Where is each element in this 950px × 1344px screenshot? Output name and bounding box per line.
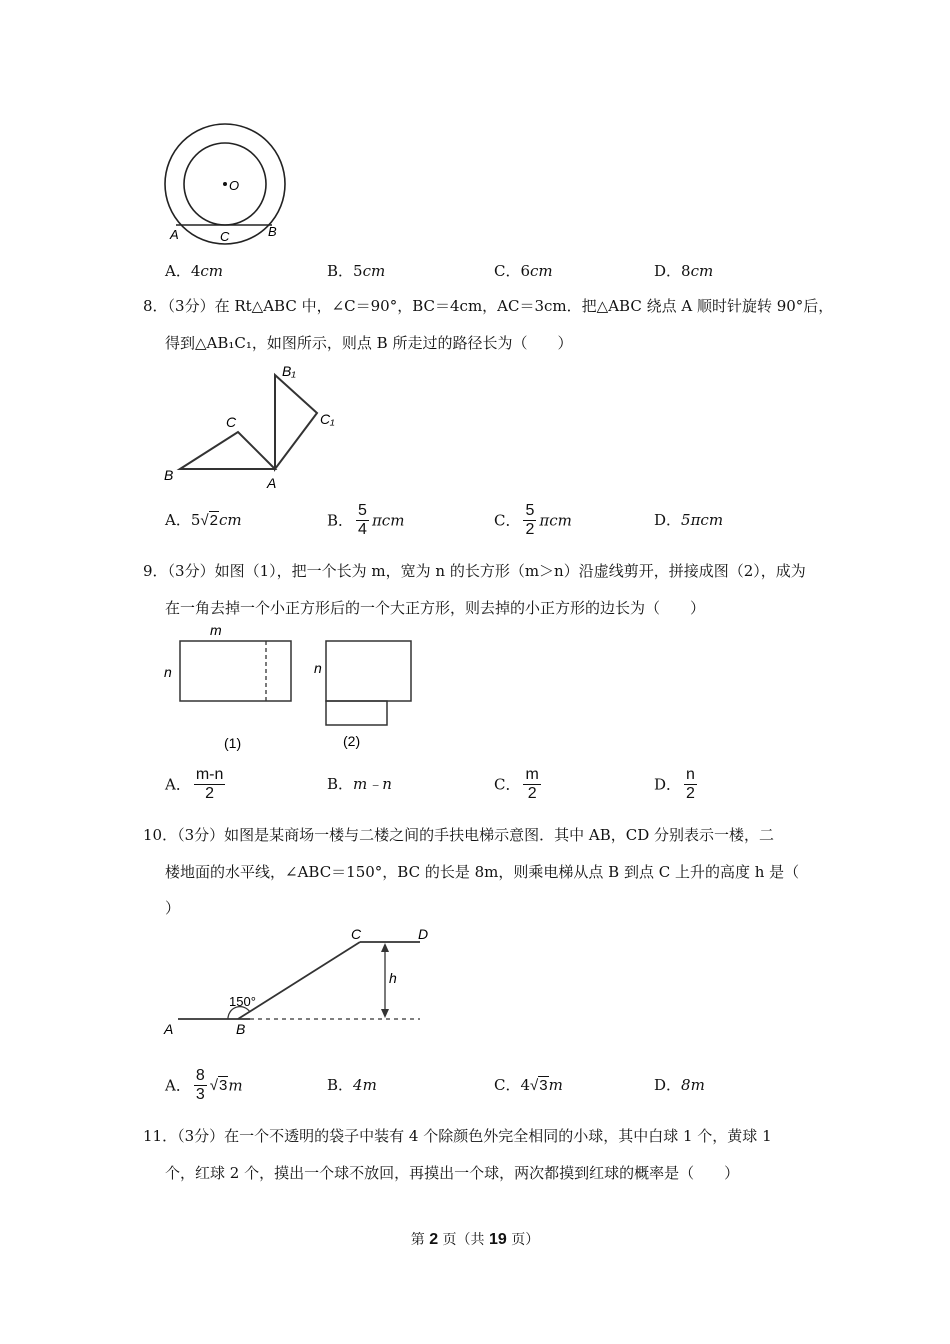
fraction: $\frac{5}{4}$ <box>358 502 367 538</box>
escalator-bc <box>238 942 360 1019</box>
strip-piece <box>326 701 387 725</box>
fraction: $\frac{8}{3}$ <box>195 1067 205 1103</box>
fraction: $\frac{n}{2}$ <box>686 766 695 802</box>
sqrt-sign: √2 <box>200 512 218 529</box>
total-pages: 19 <box>489 1231 507 1248</box>
q10-stem-line2: 楼地面的水平线，∠ABC＝150°，BC 的长是 8m，则乘电梯从点 B 到点 C 上升的高度 h 是（ <box>165 863 800 881</box>
sqrt-sign: √3 <box>530 1077 548 1094</box>
q9-stem-line1: 9．（3分）如图（1），把一个长为 m，宽为 n 的长方形（m＞n）沿虚线剪开，拼接成图（2），成为 <box>143 562 806 580</box>
fraction: $\frac{m-n}{2}$ <box>195 766 224 802</box>
q10-option-d[interactable]: D．8m <box>654 1076 705 1094</box>
q9-figure <box>158 620 428 760</box>
q11-stem-line1: 11．（3分）在一个不透明的袋子中装有 4 个除颜色外完全相同的小球，其中白球 1 个，黄球 1 <box>143 1127 772 1145</box>
big-square <box>326 641 411 701</box>
q7-option-a[interactable]: A．4cm <box>165 262 224 280</box>
q7-figure <box>150 120 300 250</box>
label-n: n <box>164 664 172 680</box>
q8-stem-line1: 8．（3分）在 Rt△ABC 中，∠C＝90°，BC＝4cm，AC＝3cm．把△ABC 绕点 A 顺时针旋转 90°后， <box>143 297 834 315</box>
q9-stem-line2: 在一角去掉一个小正方形后的一个大正方形，则去掉的小正方形的边长为（ ） <box>165 599 706 617</box>
label-m: m <box>210 622 222 638</box>
triangle-abc <box>180 432 275 469</box>
label-c: C <box>351 926 362 942</box>
q11-stem-line2: 个，红球 2 个，摸出一个球不放回，再摸出一个球，两次都摸到红球的概率是（ ） <box>165 1164 740 1182</box>
caption-1: (1) <box>224 735 242 751</box>
label-h: h <box>389 970 397 986</box>
q10-figure <box>158 922 448 1042</box>
label-a: A <box>164 1021 174 1037</box>
triangle-ab1c1 <box>275 375 317 469</box>
q10-stem-line1: 10．（3分）如图是某商场一楼与二楼之间的手扶电梯示意图．其中 AB，CD 分别表示一楼，二 <box>143 826 775 844</box>
fraction: $\frac{5}{2}$ <box>525 502 535 538</box>
sqrt-sign: √3 <box>209 1076 228 1094</box>
q8-option-b[interactable]: B． $\frac{5}{4}$ πcm <box>327 502 405 538</box>
label-c: C <box>226 414 237 430</box>
q9-option-d[interactable]: D． $\frac{n}{2}$ <box>654 766 695 802</box>
q10-option-b[interactable]: B．4m <box>327 1076 377 1094</box>
label-o: O <box>229 178 240 193</box>
label-a: A <box>267 475 277 491</box>
label-a: A <box>170 227 179 242</box>
q7-option-c[interactable]: C．6cm <box>494 262 553 280</box>
q7-option-d[interactable]: D．8cm <box>654 262 714 280</box>
label-b: B <box>268 224 277 239</box>
q10-stem-line3: ） <box>165 899 181 917</box>
label-b: B <box>164 467 174 483</box>
label-c: C <box>220 229 230 244</box>
q7-option-b[interactable]: B．5cm <box>327 262 386 280</box>
q8-option-a[interactable]: A．5√2cm <box>165 511 242 529</box>
page-footer: 第 2 页（共 19 页） <box>410 1231 540 1248</box>
q9-option-b[interactable]: B．m﹣n <box>327 775 392 793</box>
q9-option-c[interactable]: C． $\frac{m}{2}$ <box>494 766 539 802</box>
arrow-head-top <box>381 943 389 952</box>
q8-option-d[interactable]: D．5πcm <box>654 511 724 529</box>
arrow-head-bottom <box>381 1009 389 1018</box>
label-angle: 150° <box>229 994 256 1009</box>
q10-option-c[interactable]: C．4√3m <box>494 1076 563 1094</box>
q8-option-c[interactable]: C． $\frac{5}{2}$ πcm <box>494 502 572 538</box>
label-b: B <box>236 1021 246 1037</box>
label-c1: C₁ <box>320 411 335 427</box>
label-n: n <box>314 660 322 676</box>
page-number: 2 <box>429 1231 439 1248</box>
label-d: D <box>418 926 429 942</box>
q8-stem-line2: 得到△AB₁C₁，如图所示，则点 B 所走过的路径长为（ ） <box>165 334 573 352</box>
q9-option-a[interactable]: A． $\frac{m-n}{2}$ <box>165 766 224 802</box>
label-b1: B₁ <box>282 363 296 379</box>
rectangle-mn <box>180 641 291 701</box>
q8-figure <box>158 358 358 493</box>
q10-option-a[interactable]: A． $\frac{8}{3}$ √3m <box>165 1067 243 1103</box>
fraction: $\frac{m}{2}$ <box>525 766 539 802</box>
center-dot <box>223 182 227 186</box>
caption-2: (2) <box>343 733 361 749</box>
